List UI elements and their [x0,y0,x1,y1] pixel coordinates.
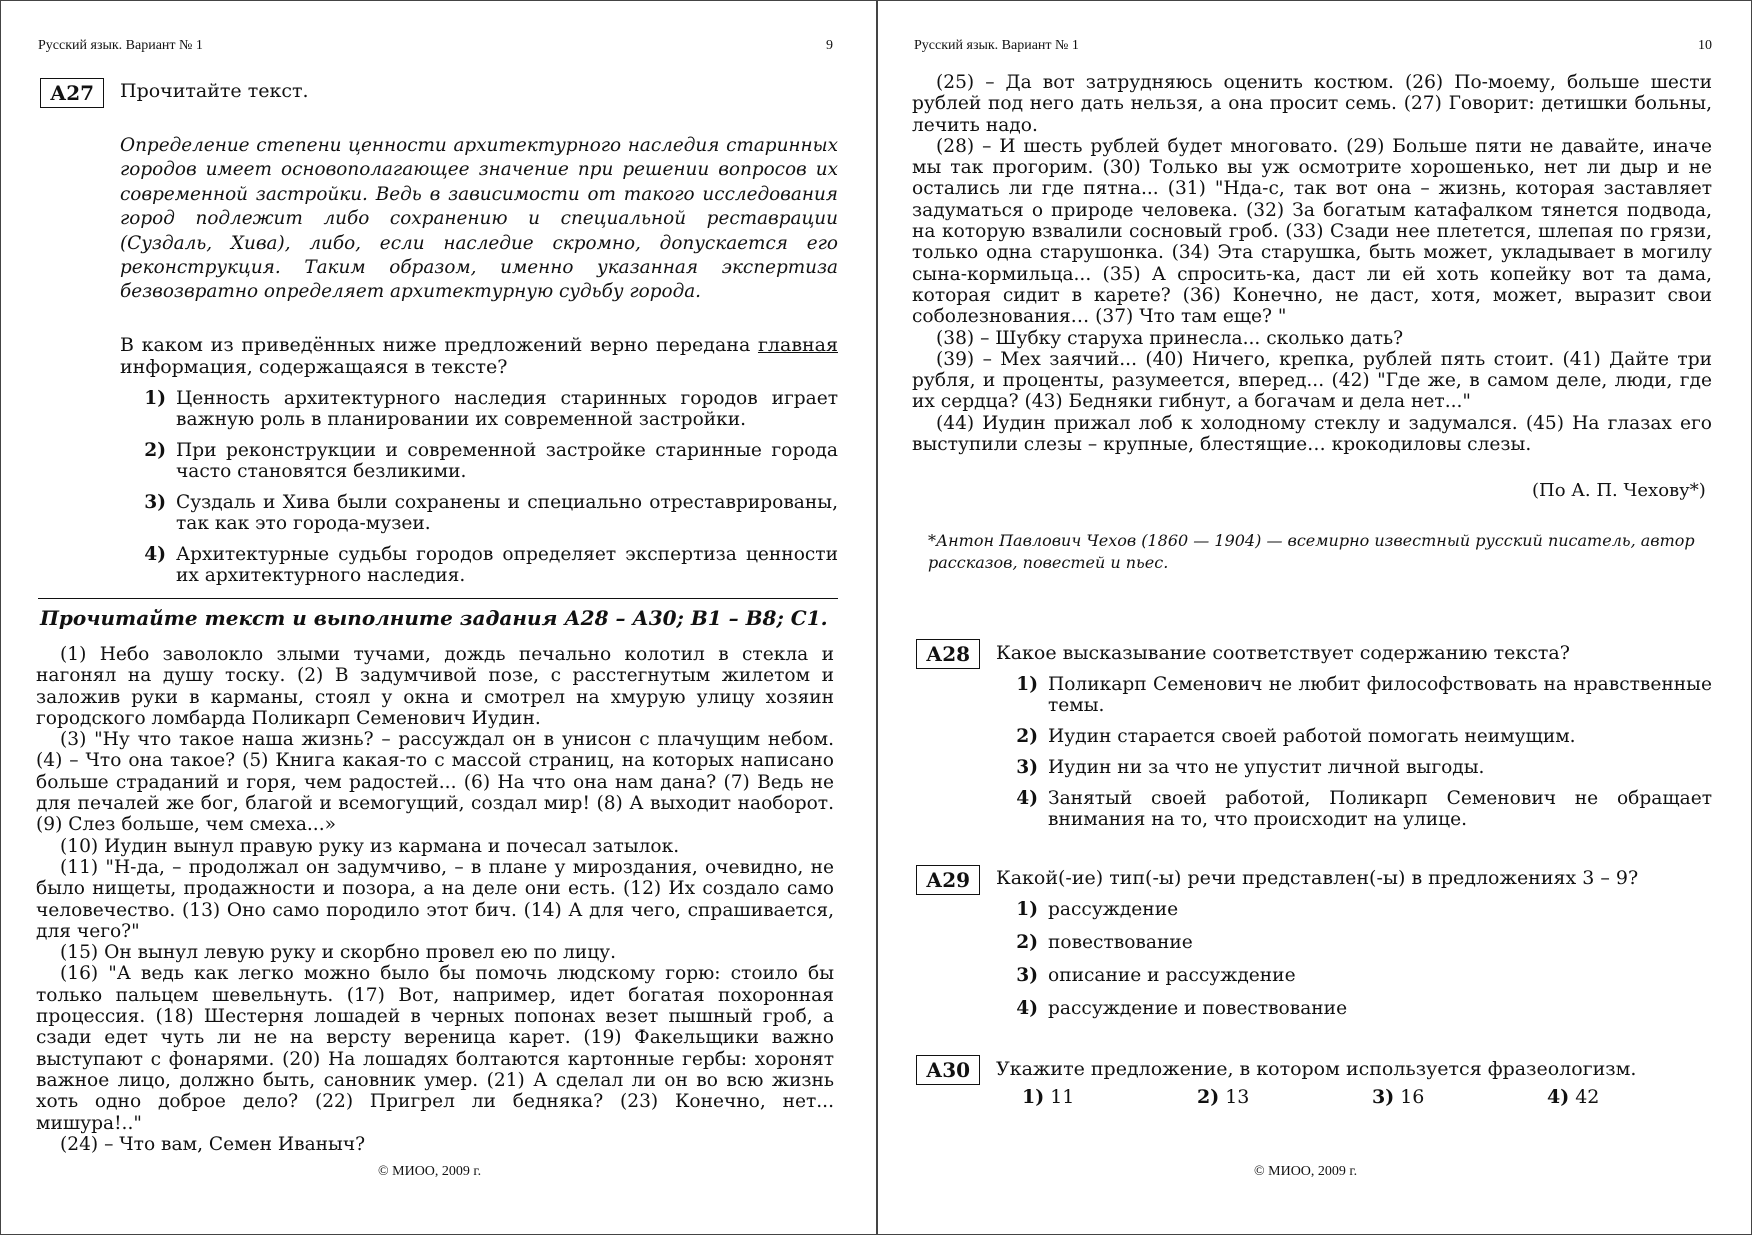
option-text: 13 [1225,1086,1250,1108]
a27-passage-text: Определение степени ценности архитектурного наследия старинных городов имеет основополагающее значение при решении вопросов их современной застройки. Ведь в зависимости от такого исследования город подлежит либо сохранению и специальной реставрации (Суздаль, Хива), либо, если наследие скромно, допускается его реконструкция. Таким образом, именно указанная экспертиза безвозвратно определяет архитектурную судьбу города. [120,135,838,303]
option-text: 16 [1400,1086,1425,1108]
option-number: 2) [1016,726,1038,747]
a27-option-2 [136,440,838,482]
a29-option-3 [1008,965,1712,986]
option-text: повествование [1048,932,1193,953]
option-text: рассуждение [1048,899,1179,920]
a27-option-3 [136,492,838,534]
task-stem-a29: Какой(-ие) тип(-ы) речи представлен(-ы) в предложениях 3 – 9? [996,867,1639,889]
a27-question-before: В каком из приведённых ниже предложений верно передана [120,334,758,356]
a27-question-after: информация, содержащаяся в тексте? [120,356,508,378]
option-number: 4) [1016,998,1038,1019]
option-text: Суздаль и Хива были сохранены и специально отреставрированы, так как это города-музеи. [176,492,838,534]
a29-option-4 [1008,998,1712,1019]
option-number: 3) [1016,965,1038,986]
a29-option-1 [1008,899,1712,920]
story-paragraph: (1) Небо заволокло злыми тучами, дождь печально колотил в стекла и нагонял на душу тоску. (2) В задумчивой позе, с расстегнутым жилетом и заложив руки в карманы, стоял у окна и смотрел на хмурую улицу хозяин городского ломбарда Поликарп Семенович Иудин. [36,644,834,729]
option-number: 2) [144,440,166,461]
option-number: 1) [1016,899,1038,920]
a27-passage [120,134,838,305]
option-number: 2) [1016,932,1038,953]
option-text: 42 [1575,1086,1600,1108]
a29-option-2 [1008,932,1712,953]
running-head-title: Русский язык. Вариант № 1 [38,38,203,53]
section-divider [38,598,838,599]
author-footnote: *Антон Павлович Чехов (1860 — 1904) — всемирно известный русский писатель, автор рассказов, повестей и пьес. [928,531,1695,572]
task-stem-a28: Какое высказывание соответствует содержанию текста? [996,642,1570,664]
story-paragraph: (28) – И шесть рублей будет многовато. (29) Больше пяти не давайте, иначе мы так прогорим. (30) Только вы уж осмотрите хорошенько, нет ли дыр и не остались ли где пятна... (31) "Нда-с, так вот она – жизнь, которая заставляет задуматься о природе человека. (32) За богатым катафалком тянется подвода, на которую взвалили сосновый гроб. (33) Сзади нее плетется, шлепая по грязи, только одна старушонка. (34) Эта старушка, быть может, укладывает в могилу сына-кормильца... (35) А спросить-ка, даст ли ей хоть копейку вот та дама, которая сидит в карете? (36) Конечно, не даст, хотя, может, выразит свои соболезнования… (37) Что там еще? " [912,135,1712,328]
option-text: 11 [1050,1086,1075,1108]
copyright-footer: © МИОО, 2009 г. [378,1164,482,1179]
option-number: 4) [1547,1086,1570,1108]
a27-option-1 [136,388,838,430]
option-text: описание и рассуждение [1048,965,1296,986]
option-text: Занятый своей работой, Поликарп Семенович не обращает внимания на то, что происходит на улице. [1048,788,1712,830]
story-paragraph: (39) – Мех заячий... (40) Ничего, крепка, рублей пять стоит. (41) Дайте три рубля, и проценты, разумеется, вперед... (42) "Где же, в самом деле, люди, где их сердца? (43) Бедняки гибнут, а богачам и дела нет..." [912,348,1712,413]
a27-options [136,388,838,596]
story-paragraph: (24) – Что вам, Семен Иваныч? [60,1133,366,1155]
option-number: 3) [144,492,166,513]
left-page [0,0,876,1239]
a27-option-4 [136,544,838,586]
right-page [878,0,1754,1239]
section-heading: Прочитайте текст и выполните задания А28 – А30; В1 – В8; С1. [40,606,828,630]
task-label-a29: А29 [916,865,980,895]
task-label-a30: А30 [916,1055,980,1085]
a30-option-3 [1372,1086,1547,1108]
story-part-2 [912,72,1712,455]
story-paragraph: (10) Иудин вынул правую руку из кармана и почесал затылок. [60,835,680,857]
option-number: 4) [144,544,166,565]
page-number: 9 [826,38,833,53]
story-paragraph: (25) – Да вот затрудняюсь оценить костюм. (26) По-моему, больше шести рублей под него дать нельзя, а она просит семь. (27) Говорит: детишки больны, лечить надо. [912,72,1712,136]
option-number: 3) [1372,1086,1395,1108]
a28-option-2 [1008,726,1712,747]
option-number: 3) [1016,757,1038,778]
a29-options [1008,899,1712,1029]
story-paragraph: (3) "Ну что такое наша жизнь? – рассуждал он в унисон с плачущим небом. (4) – Что она такое? (5) Книга какая-то с массой страниц, на которых написано больше страданий и горя, чем радостей... (6) На что она нам дана? (7) Ведь не для печалей же бог, благой и всемогущий, создал мир! (8) А выходит наоборот. (9) Слез больше, чем смеха...» [36,729,834,836]
story-part-1 [36,644,834,1155]
a27-question-underlined: главная [757,334,838,356]
a28-options [1008,674,1712,840]
a27-question [120,334,838,378]
option-number: 2) [1197,1086,1220,1108]
a28-option-1 [1008,674,1712,716]
option-number: 4) [1016,788,1038,809]
option-text: При реконструкции и современной застройке старинные города часто становятся безликими. [176,440,838,482]
option-text: Поликарп Семенович не любит философствовать на нравственные темы. [1048,674,1712,716]
story-paragraph: (15) Он вынул левую руку и скорбно провел ею по лицу. [60,942,617,964]
a30-option-1 [1022,1086,1197,1108]
option-number: 1) [1022,1086,1045,1108]
story-paragraph: (38) – Шубку старуха принесла... сколько дать? [936,327,1404,349]
task-stem-a27: Прочитайте текст. [120,80,309,102]
task-stem-a30: Укажите предложение, в котором используется фразеологизм. [996,1058,1637,1080]
task-label-a27: А27 [40,78,104,108]
a30-option-2 [1197,1086,1372,1108]
copyright-footer: © МИОО, 2009 г. [1254,1164,1358,1179]
story-paragraph: (16) "А ведь как легко можно было бы помочь людскому горю: стоило бы только пальцем шевельнуть. (17) Вот, например, идет богатая похоронная процессия. (18) Шестерня лошадей в черных попонах везет пышный гроб, а сзади едет чуть ли не на версту вереница карет. (19) Факельщики важно выступают с фонарями. (20) На лошадях болтаются картонные гербы: хоронят важное лицо, должно быть, сановник умер. (21) А сделал ли он во всю жизнь хоть одно доброе дело? (22) Пригрел ли бедняка? (23) Конечно, нет... мишура!.." [36,963,834,1134]
page-number: 10 [1698,38,1712,53]
running-head-title: Русский язык. Вариант № 1 [914,38,1079,53]
option-number: 1) [144,388,166,409]
a30-options [1022,1086,1722,1108]
source-attribution: (По А. П. Чехову*) [1532,480,1706,501]
a28-option-3 [1008,757,1712,778]
a28-option-4 [1008,788,1712,830]
a30-option-4 [1547,1086,1722,1108]
story-paragraph: (44) Иудин прижал лоб к холодному стеклу и задумался. (45) На глазах его выступили слезы – крупные, блестящие… крокодиловы слезы. [912,412,1712,456]
option-text: Ценность архитектурного наследия старинных городов играет важную роль в планировании их современной застройки. [176,388,838,430]
task-label-a28: А28 [916,639,980,669]
option-text: Архитектурные судьбы городов определяет экспертиза ценности их архитектурного наследия. [176,544,838,586]
option-text: рассуждение и повествование [1048,998,1348,1019]
option-text: Иудин старается своей работой помогать неимущим. [1048,726,1576,747]
option-text: Иудин ни за что не упустит личной выгоды. [1048,757,1485,778]
option-number: 1) [1016,674,1038,695]
story-paragraph: (11) "Н-да, – продолжал он задумчиво, – в плане у мироздания, очевидно, не было нищеты, продажности и позора, а на деле они есть. (12) Их создало само человечество. (13) Оно само породило этот бич. (14) А для чего, спрашивается, для чего?" [36,856,834,942]
